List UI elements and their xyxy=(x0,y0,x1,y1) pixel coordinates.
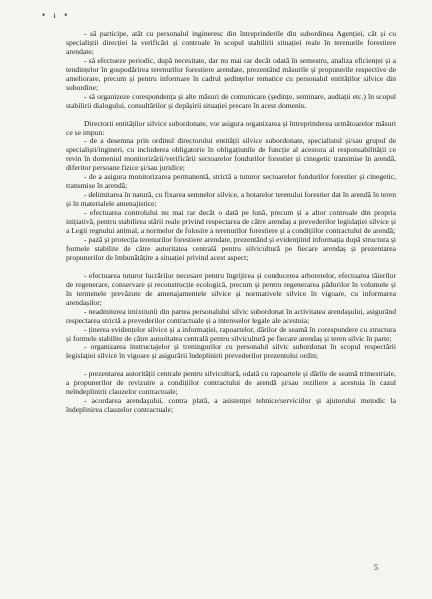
paragraph: - efectuarea tuturor lucrărilor necesare pentru îngrijirea și conducerea arboretelor, efectuarea tăierilor de regenerare, conservare și reconstrucție ecologică, precum și pentru regenerarea pădurilor în volumele și în termenele prevăzute de amenajamentele silvice și normativele silvice în vigoare, cu informarea arendașilor; xyxy=(66,270,396,307)
paragraph: Directorii entităților silvice subordonate, vor asigura organizarea și întreprinderea următoarelor măsuri ce se impun: xyxy=(66,118,396,137)
paragraph: - neadmiterea imixtiunii din partea personalului silvic subordonat în activitatea arendașului, asigurând respectarea strictă a prevederilor contractuale și a intereselor legale ale acestuia; xyxy=(66,306,396,325)
paragraph: - de a desemna prin ordinul directorului entității silvice subordonate, specialistul și/sau grupul de specialiști/ingineri, cu includerea obligatorie în obligațiunile de funcție al acestora al responsabilității ce revin în domeniul monitorizării/verificării sectoarelor fondurilor forestier și cinegetic transmise în arendă, diferitor persoane fizice și/sau juridice; xyxy=(66,136,396,173)
paragraph: - pază și protecția terenurilor forestiere arendate, prezentând și evidențiind informația după structura și formele stabilite de către autoritatea centrală pentru silvicultură pe fiecare arendaș și prezentarea propunerilor de îmbunătățire a situației privind acest aspect; xyxy=(66,234,396,262)
paragraph: - acordarea arendașului, contra plată, a asistenței tehnice/serviciilor și ajutorului metodic la îndeplinirea clauzelor contractuale; xyxy=(66,396,396,415)
paragraph: - organizarea instructajelor și treningurilor cu personalul silvic subordonat în scopul respectării legislației silvice în vigoare și asigurării îndeplinirii prevederilor prezentului ordin; xyxy=(66,342,396,361)
paragraph: - să participe, atât cu personalul ingineresc din întreprinderile din subordinea Agenției, cât și cu specialiștii direcției la verificări și controale în scopul stabilirii situației reale în terenurile forestiere arendate; xyxy=(66,29,396,56)
header-marks: • ı • xyxy=(42,10,71,20)
document-body xyxy=(66,30,396,415)
paragraph: - de a asigura monitorizarea permanentă, strictă a tuturor sectoarelor fondurilor forestier și cinegetic, transmise în arendă; xyxy=(66,172,396,191)
paragraph: - efectuarea controlului nu mai rar decât o dată pe lună, precum și a altor controale din propria inițiativă, pentru stabilirea stării reale privind respectarea de către arendaș a prevederilor legislației silvice și a Legii regnului animal, a normelor de folosire a terenurilor forestiere și a condițiilor contractului de arendă; xyxy=(66,208,396,236)
paragraph: - delimitarea în natură, cu fixarea semnelor silvice, a hotarelor terenului forestier dat în arendă în teren și în materialele amenajistice; xyxy=(66,190,396,209)
page-number: 5 xyxy=(374,563,378,572)
paragraph: - ținerea evidențelor silvice și a informației, rapoartelor, dărilor de seamă în corespundere cu structura și formele stabilite de către autoritatea centrală pentru silvicultură pe fiecare arendaș și teren silvic în parte; xyxy=(66,324,396,343)
paragraph: - prezentarea autorității centrale pentru silvicultură, odată cu rapoartele și dările de seamă trimestriale, a propunerilor de revizuire a condițiilor contractului de arendă și/sau reziliere a acestuia în cazul neîndeplinirii clauzelor contractuale; xyxy=(66,369,396,397)
paragraph: - să organizeze corespondența și alte măsuri de comunicare (ședințe, seminare, audiații etc.) în scopul stabilirii dialogului, consultărilor și depășirii situației precare în acest domeniu. xyxy=(66,91,396,110)
paragraph: - să efectueze periodic, după necesitate, dar nu mai rar decât odată în semestru, analiza eficienței și a tendințelor în gospodărirea terenurilor forestiere arendate, prezentând măsurile și propunerile respective de ameliorare, precum și pentru informare în cadrul ședințelor tematice cu personalul entităților silvice din subordine; xyxy=(66,55,396,92)
